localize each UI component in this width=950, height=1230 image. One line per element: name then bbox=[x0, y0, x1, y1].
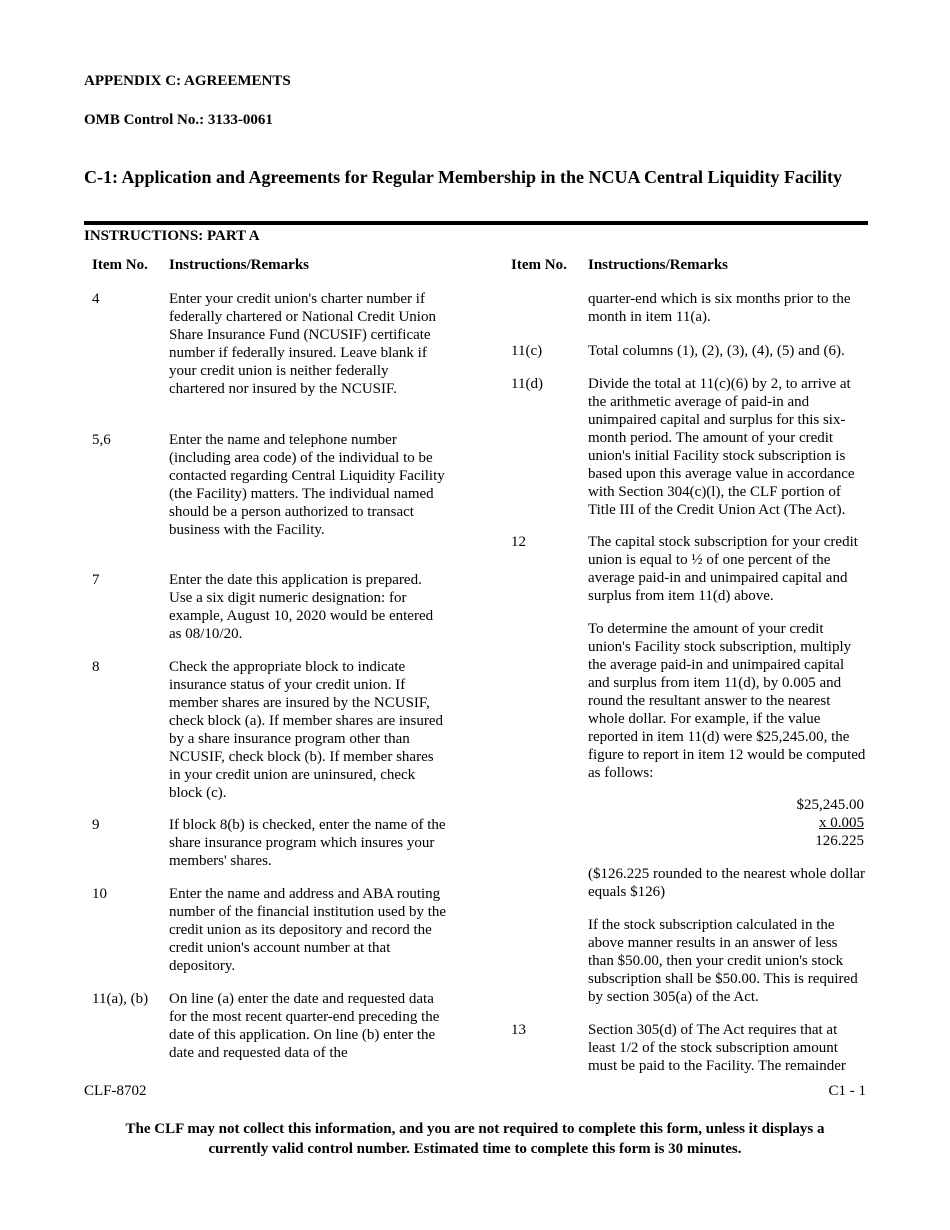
left-item-no-header: Item No. bbox=[92, 257, 148, 273]
appendix-heading: APPENDIX C: AGREEMENTS bbox=[84, 73, 291, 89]
item-number: 11(a), (b) bbox=[92, 991, 149, 1007]
form-id: CLF-8702 bbox=[84, 1083, 147, 1099]
item-number: 9 bbox=[92, 817, 100, 833]
item-number: 5,6 bbox=[92, 432, 111, 448]
calc-result: 126.225 bbox=[815, 833, 864, 849]
item-instructions: Total columns (1), (2), (3), (4), (5) and (6). bbox=[588, 343, 845, 359]
item-instructions: The capital stock subscription for your credit union is equal to ½ of one percent of the average paid-in and unimpaired capital and surplus from item 11(d) above. bbox=[588, 534, 858, 604]
item-number: 10 bbox=[92, 886, 107, 902]
item-instructions-continued: quarter-end which is six months prior to the month in item 11(a). bbox=[588, 291, 851, 325]
item-number: 11(d) bbox=[511, 376, 543, 392]
item-instructions: To determine the amount of your credit union's Facility stock subscription, multiply the average paid-in and unimpaired capital and surplus from item 11(d), by 0.005 and round the resultant answer to the nearest whole dollar. For example, if the value reported in item 11(d) were $25,245.00, the figure to report in item 12 would be computed as follows: bbox=[588, 621, 866, 781]
item-instructions: Enter your credit union's charter number if federally chartered or National Credit Union Share Insurance Fund (NCUSIF) certificate number if federally insured. Leave blank if your credit union is neither federally chartered nor insured by the NCUSIF. bbox=[169, 291, 436, 397]
item-instructions: Check the appropriate block to indicate insurance status of your credit union. If member shares are insured by the NCUSIF, check block (a). If member shares are insured by a share insurance program other than NCUSIF, check block (b). If member shares in your credit union are uninsured, check block (c). bbox=[169, 659, 444, 801]
item-number: 11(c) bbox=[511, 343, 543, 359]
item-number: 12 bbox=[511, 534, 526, 550]
paperwork-notice: The CLF may not collect this information, and you are not required to complete this form, unless it displays a currently valid control number. Estimated time to complete this form is 30 minutes. bbox=[125, 1121, 825, 1157]
item-instructions: If block 8(b) is checked, enter the name of the share insurance program which insures your members' shares. bbox=[169, 817, 446, 869]
item-number: 13 bbox=[511, 1022, 526, 1038]
item-instructions: Section 305(d) of The Act requires that at least 1/2 of the stock subscription amount must be paid to the Facility. The remainder bbox=[588, 1022, 846, 1074]
left-remarks-header: Instructions/Remarks bbox=[169, 257, 310, 273]
calc-value: $25,245.00 bbox=[796, 797, 864, 813]
item-instructions: ($126.225 rounded to the nearest whole dollar equals $126) bbox=[588, 866, 866, 900]
section-heading: INSTRUCTIONS: PART A bbox=[84, 228, 260, 244]
item-instructions: On line (a) enter the date and requested data for the most recent quarter-end preceding the date of this application. On line (b) enter the date and requested data of the bbox=[169, 991, 440, 1061]
item-instructions: Enter the date this application is prepared. Use a six digit numeric designation: for example, August 10, 2020 would be entered as 08/10/20. bbox=[169, 572, 434, 642]
item-number: 4 bbox=[92, 291, 100, 307]
right-remarks-header: Instructions/Remarks bbox=[588, 257, 729, 273]
calc-multiplier: x 0.005 bbox=[819, 815, 864, 831]
page-title: C-1: Application and Agreements for Regular Membership in the NCUA Central Liquidity Facility bbox=[84, 167, 842, 187]
item-instructions: If the stock subscription calculated in the above manner results in an answer of less than $50.00, then your credit union's stock subscription shall be $50.00. This is required by section 305(a) of the Act. bbox=[588, 917, 858, 1005]
item-number: 7 bbox=[92, 572, 100, 588]
item-instructions: Enter the name and telephone number (including area code) of the individual to be contacted regarding Central Liquidity Facility (the Facility) matters. The individual named should be a person authorized to transact business with the Facility. bbox=[169, 432, 445, 538]
item-instructions: Enter the name and address and ABA routing number of the financial institution used by the credit union as its depository and record the credit union's account number at that depository. bbox=[169, 886, 447, 974]
omb-control-number: OMB Control No.: 3133-0061 bbox=[84, 112, 273, 128]
item-instructions: Divide the total at 11(c)(6) by 2, to arrive at the arithmetic average of paid-in and unimpaired capital and surplus for this six-month period. The amount of your credit union's initial Facility stock subscription is based upon this average value in accordance with Section 304(c)(l), the CLF portion of Title III of the Credit Union Act (The Act). bbox=[588, 376, 855, 518]
page-number: C1 - 1 bbox=[828, 1083, 866, 1099]
title-divider bbox=[84, 221, 868, 225]
item-number: 8 bbox=[92, 659, 100, 675]
right-item-no-header: Item No. bbox=[511, 257, 567, 273]
